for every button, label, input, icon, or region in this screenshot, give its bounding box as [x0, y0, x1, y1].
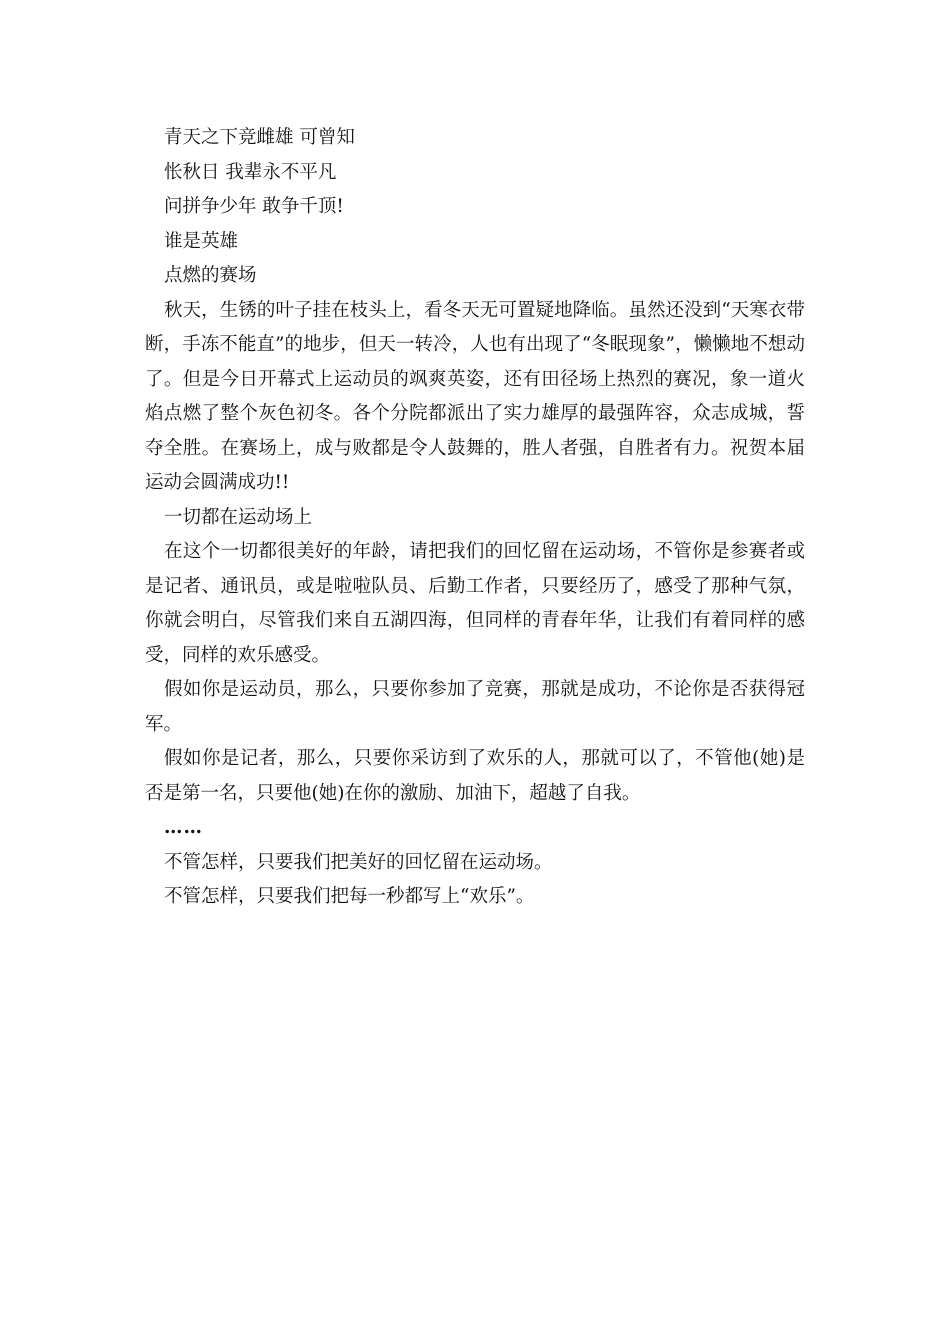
paragraph-1: 秋天，生锈的叶子挂在枝头上，看冬天无可置疑地降临。虽然还没到“天寒衣带断，手冻不能直”的地步，但天一转冷，人也有出现了“冬眠现象”，懒懒地不想动了。但是今日开幕式上运动员的飒爽英姿，还有田径场上热烈的赛况，象一道火焰点燃了整个灰色初冬。各个分院都派出了实力雄厚的最强阵容，众志成城，誓夺全胜。在赛场上，成与败都是令人鼓舞的，胜人者强，自胜者有力。祝贺本届运动会圆满成功!!: [145, 299, 805, 493]
paragraph-2: 在这个一切都很美好的年龄，请把我们的回忆留在运动场，不管你是参赛者或是记者、通讯员，或是啦啦队员、后勤工作者，只要经历了，感受了那种气氛，你就会明白，尽管我们来自五湖四海，但同样的青春年华，让我们有着同样的感受，同样的欢乐感受。: [145, 541, 805, 666]
ellipsis: ……: [164, 817, 203, 838]
paragraph-4: 假如你是记者，那么，只要你采访到了欢乐的人，那就可以了，不管他(她)是否是第一名，只要他(她)在你的激励、加油下，超越了自我。: [145, 748, 805, 804]
section-heading-1: 点燃的赛场: [164, 265, 257, 286]
poem-line-3: 问拼争少年 敢争千顶!: [164, 196, 344, 217]
closing-line-2: 不管怎样，只要我们把每一秒都写上“欢乐”。: [164, 886, 535, 907]
poem-line-4: 谁是英雄: [164, 230, 239, 252]
poem-line-2: 怅秋日 我辈永不平凡: [164, 161, 337, 183]
document-body: [145, 121, 805, 915]
section-heading-2: 一切都在运动场上: [164, 506, 313, 528]
paragraph-3: 假如你是运动员，那么，只要你参加了竞赛，那就是成功，不论你是否获得冠军。: [145, 679, 805, 735]
closing-line-1: 不管怎样，只要我们把美好的回忆留在运动场。: [164, 851, 553, 873]
poem-line-1: 青天之下竞雌雄 可曾知: [164, 127, 355, 148]
